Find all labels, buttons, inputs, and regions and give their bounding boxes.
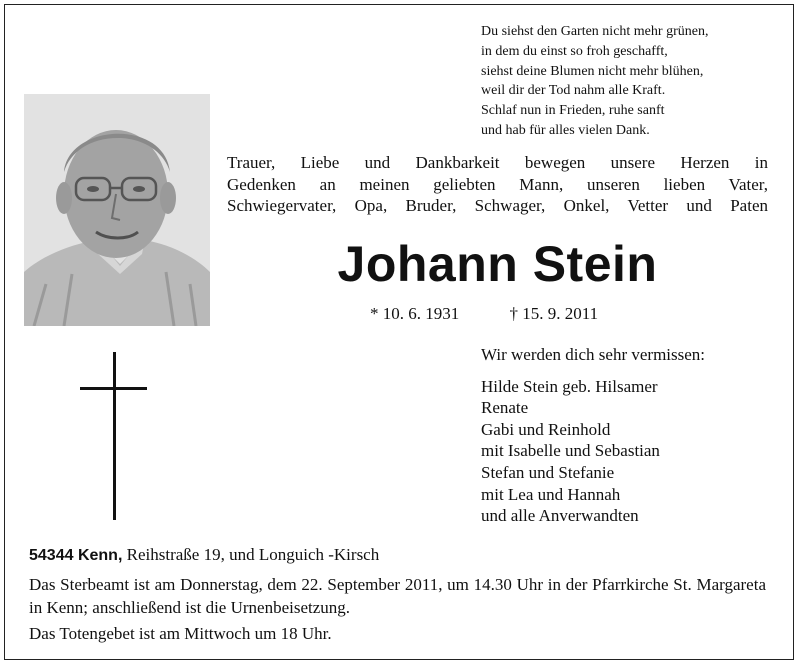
- portrait-illustration: [24, 94, 210, 326]
- death-date: † 15. 9. 2011: [509, 304, 599, 323]
- family-lead: Wir werden dich sehr vermissen:: [481, 345, 706, 364]
- poem: [481, 22, 781, 141]
- intro-line: Schwiegervater, Opa, Bruder, Schwager, Onkel, Vetter und Paten: [227, 196, 768, 215]
- poem-line: und hab für alles vielen Dank.: [481, 122, 650, 138]
- poem-line: weil dir der Tod nahm alle Kraft.: [481, 83, 666, 99]
- poem-line: in dem du einst so froh geschafft,: [481, 43, 668, 59]
- family-member: mit Lea und Hannah: [481, 484, 621, 504]
- deceased-name: Johann Stein: [337, 236, 658, 292]
- intro-line: Trauer, Liebe und Dankbarkeit bewegen unsere Herzen in: [227, 153, 768, 172]
- intro-line: Gedenken an meinen geliebten Mann, unseren lieben Vater,: [227, 174, 768, 194]
- birth-date: * 10. 6. 1931: [370, 304, 460, 323]
- poem-line: Du siehst den Garten nicht mehr grünen,: [481, 24, 709, 39]
- poem-line: Schlaf nun in Frieden, ruhe sanft: [481, 103, 665, 119]
- family-member: Stefan und Stefanie: [481, 462, 615, 482]
- family-member: mit Isabelle und Sebastian: [481, 441, 660, 461]
- address-city: 54344 Kenn,: [29, 547, 123, 564]
- portrait-photo: [24, 94, 210, 326]
- address-street: Reihstraße 19, und Longuich -Kirsch: [126, 545, 380, 564]
- family-member: Renate: [481, 398, 529, 418]
- family-member: Gabi und Reinhold: [481, 419, 611, 439]
- life-dates: [370, 304, 598, 324]
- funeral-info: [29, 543, 766, 646]
- family-member: und alle Anverwandten: [481, 506, 639, 526]
- cross-icon: [80, 352, 150, 522]
- address-line: [29, 543, 766, 568]
- family-member: Hilde Stein geb. Hilsamer: [481, 376, 658, 396]
- family-signatures: [481, 344, 781, 527]
- service-text: Das Sterbeamt ist am Donnerstag, dem 22. September 2011, um 14.30 Uhr in der Pfarrkirche St. Margareta in Kenn; anschließend ist die Urnenbeisetzung.: [29, 575, 766, 617]
- prayer-text: Das Totengebet ist am Mittwoch um 18 Uhr.: [29, 624, 332, 643]
- poem-line: siehst deine Blumen nicht mehr blühen,: [481, 63, 704, 79]
- intro-text: [227, 152, 768, 217]
